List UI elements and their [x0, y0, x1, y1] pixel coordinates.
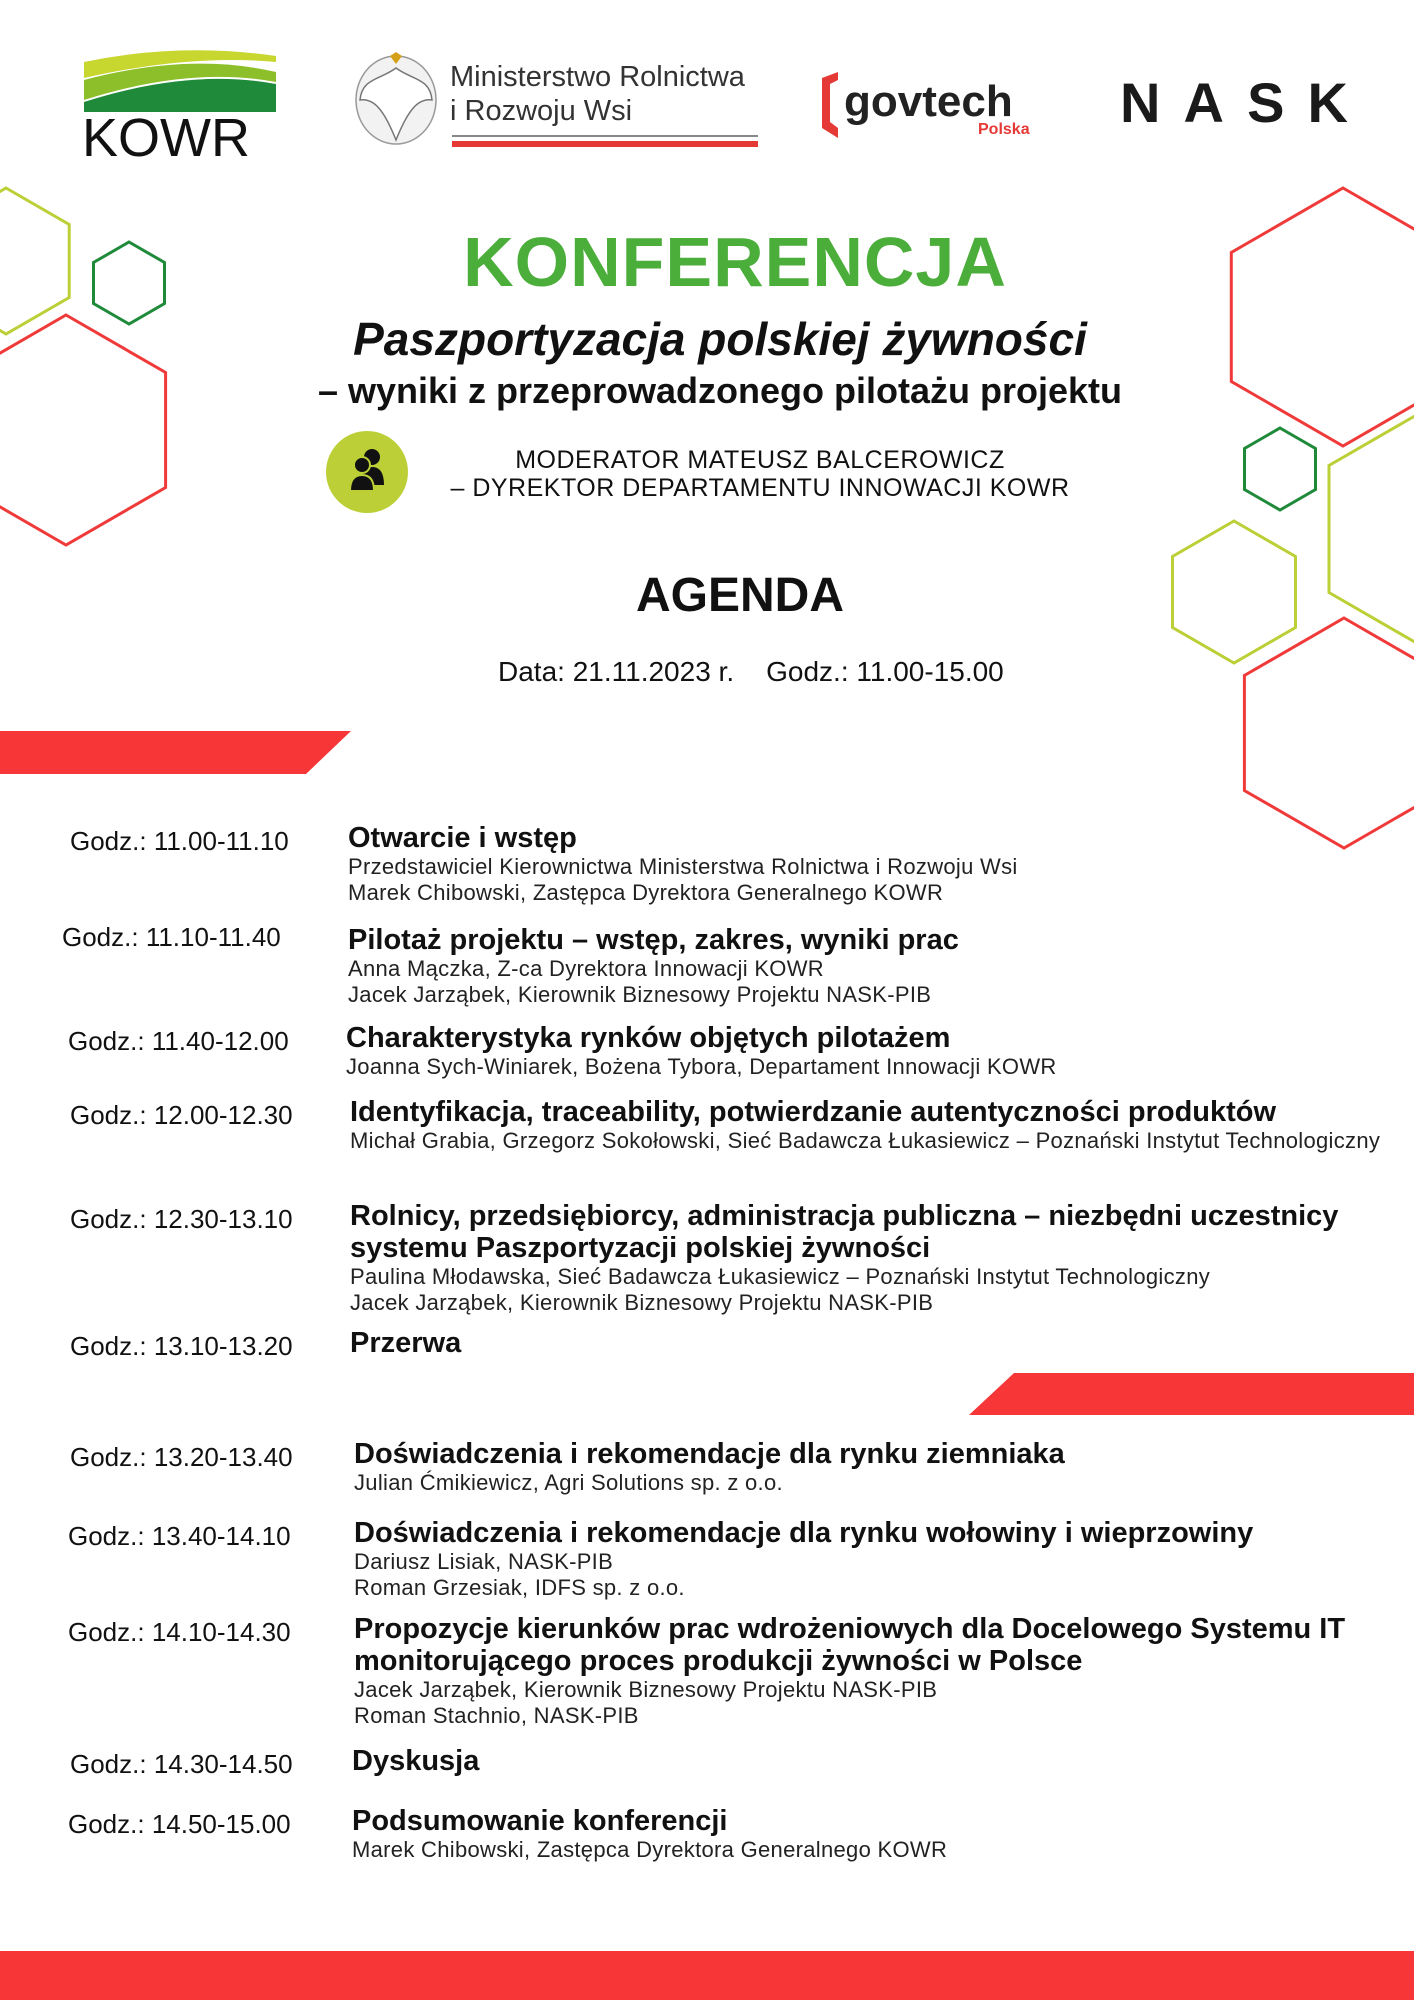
- event-date: Data: 21.11.2023 r.: [498, 656, 735, 687]
- nask-logo: [1120, 76, 1352, 126]
- agenda-title: Doświadczenia i rekomendacje dla rynku ziemniaka: [354, 1438, 1065, 1470]
- agenda-content: [354, 1517, 1394, 1601]
- agenda-content: [348, 924, 1388, 1008]
- hexagon-red: [1244, 618, 1414, 848]
- agenda-speaker: Roman Stachnio, NASK-PIB: [354, 1703, 639, 1728]
- moderator-info: [410, 446, 1110, 502]
- svg-text:Polska: Polska: [978, 121, 1030, 138]
- agenda-time: Godz.: 13.20-13.40: [70, 1442, 293, 1472]
- agenda-time: Godz.: 13.40-14.10: [68, 1521, 291, 1551]
- agenda-content: [348, 822, 1388, 906]
- agenda-time: Godz.: 11.40-12.00: [68, 1026, 289, 1056]
- agenda-title: Rolnicy, przedsiębiorcy, administracja publiczna – niezbędni uczestnicy systemu Paszportyzacji polskiej żywności: [350, 1200, 1339, 1264]
- agenda-time: Godz.: 12.00-12.30: [70, 1100, 293, 1130]
- agenda-time: Godz.: 11.00-11.10: [70, 826, 289, 856]
- agenda-speaker: Jacek Jarząbek, Kierownik Biznesowy Projektu NASK-PIB: [348, 982, 932, 1007]
- agenda-time: Godz.: 12.30-13.10: [70, 1204, 293, 1234]
- hexagon-green: [1245, 428, 1316, 510]
- moderator-line-2: – DYREKTOR DEPARTAMENTU INNOWACJI KOWR: [450, 474, 1070, 502]
- agenda-speaker: Michał Grabia, Grzegorz Sokołowski, Sieć Badawcza Łukasiewicz – Poznański Instytut Technologiczny: [350, 1128, 1381, 1153]
- agenda-speaker: Joanna Sych-Winiarek, Bożena Tybora, Departament Innowacji KOWR: [346, 1054, 1057, 1079]
- agenda-speaker: Paulina Młodawska, Sieć Badawcza Łukasiewicz – Poznański Instytut Technologiczny: [350, 1264, 1211, 1289]
- agenda-speaker: Marek Chibowski, Zastępca Dyrektora Generalnego KOWR: [352, 1837, 948, 1862]
- svg-text:NASK: NASK: [1120, 76, 1348, 126]
- agenda-content: [354, 1438, 1394, 1496]
- svg-text:KOWR: KOWR: [82, 108, 250, 160]
- red-band-left: [0, 731, 351, 774]
- agenda-title: Otwarcie i wstęp: [348, 822, 577, 854]
- agenda-title: Propozycje kierunków prac wdrożeniowych dla Docelowego Systemu IT monitorującego proces produkcji żywności w Polsce: [354, 1613, 1346, 1677]
- red-band-bottom: [0, 1951, 1414, 2000]
- agenda-speaker: Dariusz Lisiak, NASK-PIB: [354, 1549, 614, 1574]
- agenda-content: [350, 1096, 1390, 1154]
- svg-text:govtech: govtech: [844, 77, 1013, 126]
- agenda-content: [352, 1745, 1392, 1777]
- agenda-heading: AGENDA: [635, 569, 844, 622]
- agenda-title: Charakterystyka rynków objętych pilotażem: [346, 1022, 951, 1054]
- agenda-title: Przerwa: [350, 1327, 462, 1359]
- agenda-time: Godz.: 14.50-15.00: [68, 1809, 291, 1839]
- agenda-title: Dyskusja: [352, 1745, 480, 1777]
- eagle-icon: [356, 52, 436, 144]
- agenda-title: Podsumowanie konferencji: [352, 1805, 728, 1837]
- svg-text:i Rozwoju Wsi: i Rozwoju Wsi: [450, 95, 633, 127]
- date-line: [498, 656, 1036, 688]
- agenda-time: Godz.: 11.10-11.40: [62, 922, 281, 952]
- agenda-content: [352, 1805, 1392, 1863]
- moderator-line-1: MODERATOR MATEUSZ BALCEROWICZ: [515, 446, 1005, 474]
- agenda-title: Doświadczenia i rekomendacje dla rynku wołowiny i wieprzowiny: [354, 1517, 1254, 1549]
- ministry-logo: [350, 50, 765, 150]
- agenda-time: Godz.: 13.10-13.20: [70, 1331, 293, 1361]
- event-hours: Godz.: 11.00-15.00: [766, 656, 1004, 687]
- agenda-speaker: Roman Grzesiak, IDFS sp. z o.o.: [354, 1575, 685, 1600]
- agenda-speaker: Anna Mączka, Z-ca Dyrektora Innowacji KOWR: [348, 956, 824, 981]
- agenda-time: Godz.: 14.30-14.50: [70, 1749, 293, 1779]
- people-icon: [326, 431, 408, 513]
- svg-text:Ministerstwo Rolnictwa: Ministerstwo Rolnictwa: [450, 61, 745, 93]
- agenda-content: [350, 1327, 1390, 1359]
- conference-title: KONFERENCJA: [463, 223, 1007, 301]
- govtech-logo: [820, 72, 1052, 142]
- red-band-right: [969, 1373, 1414, 1415]
- agenda-speaker: Julian Ćmikiewicz, Agri Solutions sp. z o.o.: [354, 1470, 783, 1495]
- agenda-speaker: Marek Chibowski, Zastępca Dyrektora Generalnego KOWR: [348, 880, 944, 905]
- agenda-time: Godz.: 14.10-14.30: [68, 1617, 291, 1647]
- kowr-logo: [80, 42, 280, 160]
- agenda-title: Pilotaż projektu – wstęp, zakres, wyniki prac: [348, 924, 959, 956]
- conference-subtitle: Paszportyzacja polskiej żywności: [353, 313, 1087, 365]
- agenda-title: Identyfikacja, traceability, potwierdzanie autentyczności produktów: [350, 1096, 1277, 1128]
- agenda-content: [354, 1613, 1394, 1729]
- conference-subtitle-2: – wyniki z przeprowadzonego pilotażu projektu: [317, 370, 1123, 411]
- agenda-content: [346, 1022, 1386, 1080]
- agenda-speaker: Jacek Jarząbek, Kierownik Biznesowy Projektu NASK-PIB: [354, 1677, 938, 1702]
- agenda-speaker: Przedstawiciel Kierownictwa Ministerstwa Rolnictwa i Rozwoju Wsi: [348, 854, 1018, 879]
- agenda-speaker: Jacek Jarząbek, Kierownik Biznesowy Projektu NASK-PIB: [350, 1290, 934, 1315]
- agenda-content: [350, 1200, 1390, 1316]
